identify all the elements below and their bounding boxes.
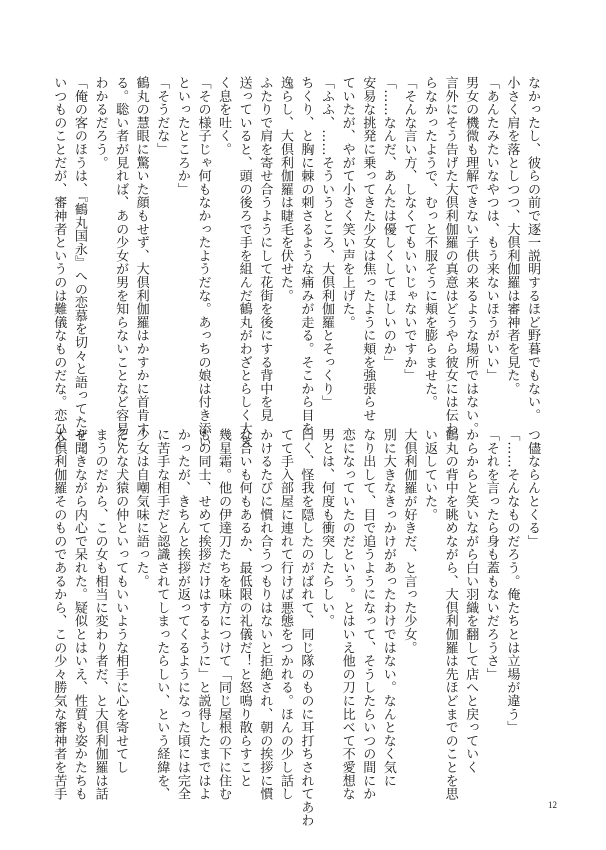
text-line: る。聡い者が見れば、あの少女が男を知らないことなど容易に bbox=[113, 76, 129, 449]
text-line: 少女は自嘲気味に語った。 bbox=[133, 428, 149, 588]
lower-text-block bbox=[51, 428, 542, 827]
text-line: 大倶利伽羅が好きだ、と言った少女。 bbox=[401, 428, 417, 655]
text-line: かけるたびに慣れ合うつもりはないと拒絶され、朝の挨拶に慣 bbox=[257, 428, 273, 801]
text-line: い返していた。 bbox=[422, 428, 438, 522]
text-line: に苦手な相手だと認識されてしまったらしい、という経緯を、 bbox=[154, 428, 170, 801]
text-line: 鶴丸の背中を眺めながら、大倶利伽羅は先ほどまでのことを思 bbox=[442, 428, 458, 801]
text-line: 「俺の客のほうは、『鶴丸国永』への恋慕を切々と語ってたぜ。 bbox=[71, 76, 87, 456]
text-line: れ合いも何もあるか、最低限の礼儀だ！と怒鳴り散らすこと bbox=[236, 428, 252, 788]
text-line: く息を吐く。 bbox=[216, 76, 232, 156]
text-line: 逸らし、大倶利伽羅は睫毛を伏せた。 bbox=[277, 76, 293, 303]
text-line: 「あんたみたいなやつは、もう来ないほうがいい」 bbox=[483, 76, 499, 382]
text-line: といったところか」 bbox=[174, 76, 190, 196]
text-line: まうのだから、この女も相当に変わり者だ、と大倶利伽羅は話 bbox=[92, 428, 108, 801]
upper-text-block bbox=[51, 76, 542, 456]
text-line: つ儘ならんとくる」 bbox=[525, 428, 540, 548]
page-number: 12 bbox=[548, 800, 557, 810]
text-line: 送っていると、頭の後ろで手を組んだ鶴丸がわざとらしく大き bbox=[236, 76, 252, 449]
text-line: 大倶利伽羅そのものであるから、この少々勝気な審神者を苦手 bbox=[51, 428, 67, 801]
text-line: 「……そんなものだろう。俺たちとは立場が違う」 bbox=[504, 428, 520, 734]
text-line: 「そんな言い方、しなくてもいいじゃないですか」 bbox=[401, 76, 417, 382]
text-line: なかったし、彼らの前で逐一説明するほど野暮でもない。 bbox=[525, 76, 540, 422]
text-line: なり出して、目で追うようになって、そうしたらいつの間にか bbox=[360, 428, 376, 801]
text-line: 幾星霜。他の伊達刀たちを味方につけて「同じ屋根の下に住む bbox=[216, 428, 232, 801]
text-line: 「それを言ったら身も蓋もないだろうさ」 bbox=[483, 428, 499, 681]
text-line: かったが、きちんと挨拶が返ってくるようになった頃には完全 bbox=[174, 428, 190, 801]
text-line: てて手入部屋に連れて行けば悪態をつかれる。ほんの少し話し bbox=[277, 428, 293, 801]
text-line: 安易な挑発に乗ってきた少女は焦ったように頬を強張らせ bbox=[360, 76, 376, 422]
text-line: 「……なんだ、あんたは優しくしてほしいのか」 bbox=[380, 76, 396, 369]
text-line: 「そうだな」 bbox=[154, 76, 170, 156]
text-line: 男女の機微も理解できない子供の来るような場所ではない。 bbox=[463, 76, 479, 436]
text-line: 小さく肩を落としつつ、大倶利伽羅は審神者を見た。 bbox=[504, 76, 520, 396]
text-line: ちくり、と胸に棘の刺さるような痛みが走る。そこから目を bbox=[298, 76, 314, 436]
text-line: もの同士、せめて挨拶だけはするように」と説得したまではよ bbox=[195, 428, 211, 801]
text-line: 別に大きなきっかけがあったわけではない。なんとなく気に bbox=[380, 428, 396, 788]
text-line: 言外にそう告げた大倶利伽羅の真意はどうやら彼女には伝わ bbox=[442, 76, 458, 436]
text-line: 恋になっていたのだという。とはいえ他の刀に比べて不愛想な bbox=[339, 428, 355, 801]
text-line: 曰く、怪我を隠したのがばれて、同じ隊のものに耳打ちされてあわ bbox=[298, 428, 314, 827]
text-line: ふたりで肩を寄せ合うようにして花街を後にする背中を見 bbox=[257, 76, 273, 422]
text-line: 鶴丸の慧眼に驚いた顔もせず、大倶利伽羅はかすかに首肯す bbox=[133, 76, 149, 436]
text-line: を聞きながら内心で呆れた。疑似とはいえ、性質も姿かたちも bbox=[71, 428, 87, 801]
text-line: 男とは、何度も衝突したらしい。 bbox=[319, 428, 335, 628]
text-line: らなかったようで、むっと不服そうに頬を膨らませた。 bbox=[422, 76, 438, 409]
text-line: そんな犬猿の仲といってもいいような相手に心を寄せてし bbox=[113, 428, 129, 774]
text-line: わかるだろう。 bbox=[92, 76, 108, 170]
text-line: からからと笑いながら白い羽織を翻して店へと戻っていく bbox=[463, 428, 479, 774]
text-line: ていたが、やがて小さく笑い声を上げた。 bbox=[339, 76, 355, 329]
text-line: 「その様子じゃ何もなかったようだな。あっちの娘は付き添い bbox=[195, 76, 211, 449]
text-line: 「ふふ、……そういうところ、大倶利伽羅とそっくり」 bbox=[319, 76, 335, 409]
text-line: いつものことだが、審神者というのは難儀なものだな。恋ひと bbox=[51, 76, 67, 449]
